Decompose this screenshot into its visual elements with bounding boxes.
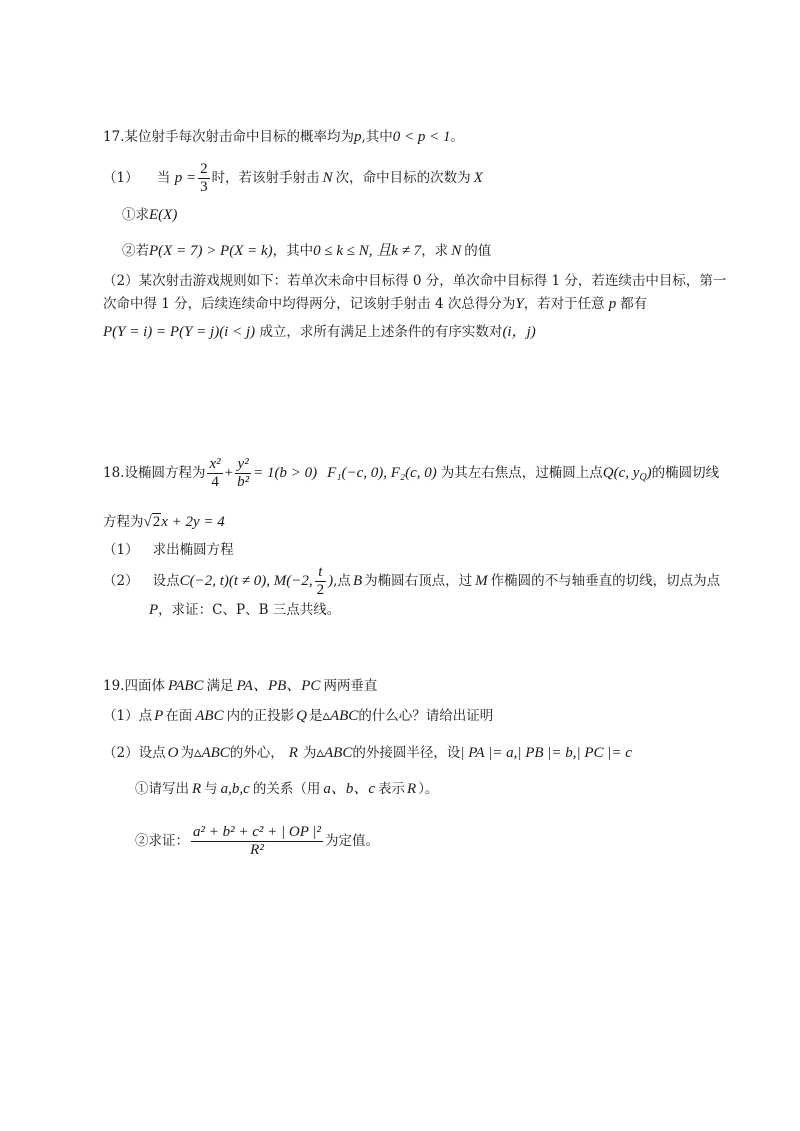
q18-part1-text: 求出椭圆方程 — [152, 542, 234, 558]
q19-sub1-R: R — [192, 781, 202, 797]
q18-part2-num: （2） — [103, 573, 139, 589]
q19-sub1-pre: ①请写出 — [135, 781, 189, 797]
q18-frac-x-den: 4 — [211, 474, 219, 490]
q17-sub2-N: N — [451, 243, 462, 259]
q17-part1-X: X — [473, 170, 483, 186]
q19-sub2 — [135, 820, 379, 862]
q19-sub1-vars: a、b、c — [323, 781, 376, 797]
q19-part1-Q: Q — [296, 708, 307, 724]
q17-sub2-end: 的值 — [464, 243, 492, 259]
q19-part1 — [103, 706, 493, 726]
q18-part2-M: M — [475, 573, 488, 589]
q19-part2-mid4: 的外接圆半径，设 — [352, 745, 461, 761]
q19-part1-ABC: ABC — [195, 708, 224, 724]
q17-part2-line2 — [103, 294, 647, 314]
q18-part2-pre: 设点 — [152, 573, 180, 589]
q18-frac-y — [235, 456, 251, 491]
q18-point-Q: Q(c, y — [602, 465, 640, 481]
q19-part1-mid: 在面 — [165, 708, 193, 724]
q18-tangent-text: 的椭圆切线 — [651, 465, 720, 481]
q18-part2-frac-den: 2 — [316, 582, 325, 598]
q17-part2-line3 — [103, 322, 536, 342]
q19-sub1 — [135, 779, 438, 799]
q19-part2-expr: | PA |= a,| PB |= b,| PC |= c — [460, 745, 632, 761]
sqrt-icon: √ — [143, 514, 152, 530]
q18-sqrt2: 2 — [152, 514, 161, 530]
q18-point-Q-sub: Q — [639, 472, 647, 483]
q18-frac-y-den: b² — [237, 474, 250, 490]
q17-frac-num: 2 — [200, 161, 208, 177]
q17-sub1-label: ①求 — [122, 207, 149, 223]
q17-part2-Y: Y — [515, 296, 524, 312]
q17-part1-mid2: 次，命中目标的次数为 — [335, 170, 471, 186]
q19-part1-mid2: 内的正投影 — [226, 708, 295, 724]
q17-sub2-tail: ，求 — [421, 243, 449, 259]
q17-part1-pre: 当 — [156, 170, 171, 186]
q17-sub2-expr: P(X = 7) > P(X = k) — [149, 243, 273, 259]
q17-sub2-label: ②若 — [122, 243, 149, 259]
q17-part1-num: （1） — [103, 170, 139, 186]
q18-part2-line2 — [149, 600, 340, 620]
q18-frac-y-num: y² — [235, 456, 251, 474]
q17-stem-text: 17.某位射手每次射击命中目标的概率均为 — [103, 129, 354, 145]
q17-p-var: p — [353, 129, 362, 145]
q18-stem — [103, 453, 719, 498]
q17-part1-mid: 时，若该射手射击 — [211, 170, 320, 186]
q17-part1-N: N — [322, 170, 333, 186]
q19-part2-R: R — [288, 745, 298, 761]
q18-part2-P: P — [149, 602, 159, 618]
q18-part2-frac — [315, 564, 327, 599]
q17-part2-p: p — [608, 296, 617, 312]
q19-part1-pre: （1）点 — [103, 708, 153, 724]
q19-PABC: PABC — [167, 678, 204, 694]
q18-part2-text1: ,点 — [333, 573, 351, 589]
q19-sub2-den: R² — [250, 842, 264, 858]
q17-sub1 — [122, 205, 177, 225]
q19-part1-tri: ▵ABC — [322, 708, 359, 724]
q18-line2-pre: 方程为 — [103, 514, 144, 530]
q19-sub2-num: a² + b² + c² + | OP |² — [193, 824, 321, 840]
q17-sub1-expr: E(X) — [149, 207, 178, 223]
q18-frac-x — [207, 456, 222, 491]
q18-foci-text: 为其左右焦点，过椭圆上点 — [440, 465, 603, 481]
q19-part1-mid3: 是 — [308, 708, 323, 724]
q19-sub1-mid2: 的关系（用 — [252, 781, 321, 797]
q19-sub1-mid3: 表示 — [378, 781, 406, 797]
q18-part2-line2-text: ，求证：C、P、B 三点共线。 — [158, 602, 341, 618]
q18-line2-expr: x + 2y = 4 — [161, 514, 225, 530]
q19-part2 — [103, 743, 632, 763]
q19-part1-P: P — [154, 708, 164, 724]
q17-part2-line1: （2）某次射击游戏规则如下：若单次未命中目标得 0 分，单次命中目标得 1 分，若连续击中目标，第一 — [103, 273, 727, 289]
q17-stem-end: 。 — [450, 129, 465, 145]
q18-part2-C: C(−2, t)(t ≠ 0), M(−2, — [179, 573, 313, 589]
q19-part2-pre: （2）设点 — [103, 745, 166, 761]
q18-foci: F₁(−c, 0), F₂(c, 0) — [327, 465, 437, 481]
q17-part2-line2-a: 次命中得 1 分，后续连续命中均得两分，记该射手射击 4 次总得分为 — [103, 296, 516, 312]
q18-stem-pre: 18.设椭圆方程为 — [103, 465, 206, 481]
q17-sub2 — [122, 241, 491, 261]
q19-part1-end: 的什么心？请给出证明 — [358, 708, 494, 724]
q17-frac-den: 3 — [200, 179, 208, 195]
q19-sub2-pre: ②求证： — [135, 833, 189, 849]
q19-part2-mid2: 的外心， — [229, 745, 284, 761]
q19-part2-mid3: 为 — [302, 745, 317, 761]
q19-sub1-mid: 与 — [204, 781, 218, 797]
q17-part2-line2-c: 都有 — [620, 296, 648, 312]
q17-part1-fraction — [198, 161, 210, 196]
q17-sub2-mid: ，其中 — [272, 243, 314, 259]
q19-part2-O: O — [167, 745, 179, 761]
q17-part2-line3-text: 成立，求所有满足上述条件的有序实数对 — [259, 324, 503, 340]
q17-part1 — [103, 158, 483, 198]
q19-stem-pre: 19.四面体 — [103, 678, 165, 694]
q18-plus: + — [224, 465, 234, 481]
q19-sub1-end: ）。 — [418, 781, 439, 797]
q17-cond: 0 < p < 1 — [392, 129, 451, 145]
q19-part2-tri2: ▵ABC — [316, 745, 353, 761]
q19-part2-tri: ▵ABC — [193, 745, 230, 761]
q17-part2-line2-b: ，若对于任意 — [523, 296, 605, 312]
q18-part2-close: ) — [328, 573, 334, 589]
q18-part2-B: B — [352, 573, 363, 589]
q19-sub2-fraction — [191, 824, 323, 859]
q18-frac-x-num: x² — [209, 456, 221, 472]
q18-part1 — [103, 540, 234, 560]
q19-sub1-R2: R — [407, 781, 417, 797]
q17-part2-expr: P(Y = i) = P(Y = j)(i < j) — [103, 324, 256, 340]
q17-stem — [103, 127, 464, 147]
q17-cond-prefix: ,其中 — [361, 129, 393, 145]
q18-part2-text3: 作椭圆的不与轴垂直的切线，切点为点 — [490, 573, 721, 589]
q17-sub2-cond: 0 ≤ k ≤ N, 且k ≠ 7 — [313, 243, 422, 259]
q17-part2-pair: (i，j) — [502, 324, 536, 340]
q18-part2 — [103, 561, 720, 601]
q19-stem-mid: 满足 — [206, 678, 234, 694]
q18-part2-frac-num: t — [315, 564, 327, 582]
q18-point-Q-close: ) — [646, 465, 652, 481]
q18-eq-cond: = 1(b > 0) — [253, 465, 318, 481]
q18-part1-num: （1） — [103, 542, 139, 558]
q17-part1-p-eq: p = — [174, 170, 197, 186]
q19-edges: PA、PB、PC — [236, 678, 321, 694]
q19-part2-mid: 为 — [180, 745, 194, 761]
q18-part2-text2: 为椭圆右顶点，过 — [364, 573, 473, 589]
q19-sub1-abc: a,b,c — [220, 781, 250, 797]
q19-sub2-end: 为定值。 — [324, 833, 379, 849]
q18-line2 — [103, 512, 225, 532]
q19-stem — [103, 676, 377, 696]
q19-stem-end: 两两垂直 — [323, 678, 378, 694]
